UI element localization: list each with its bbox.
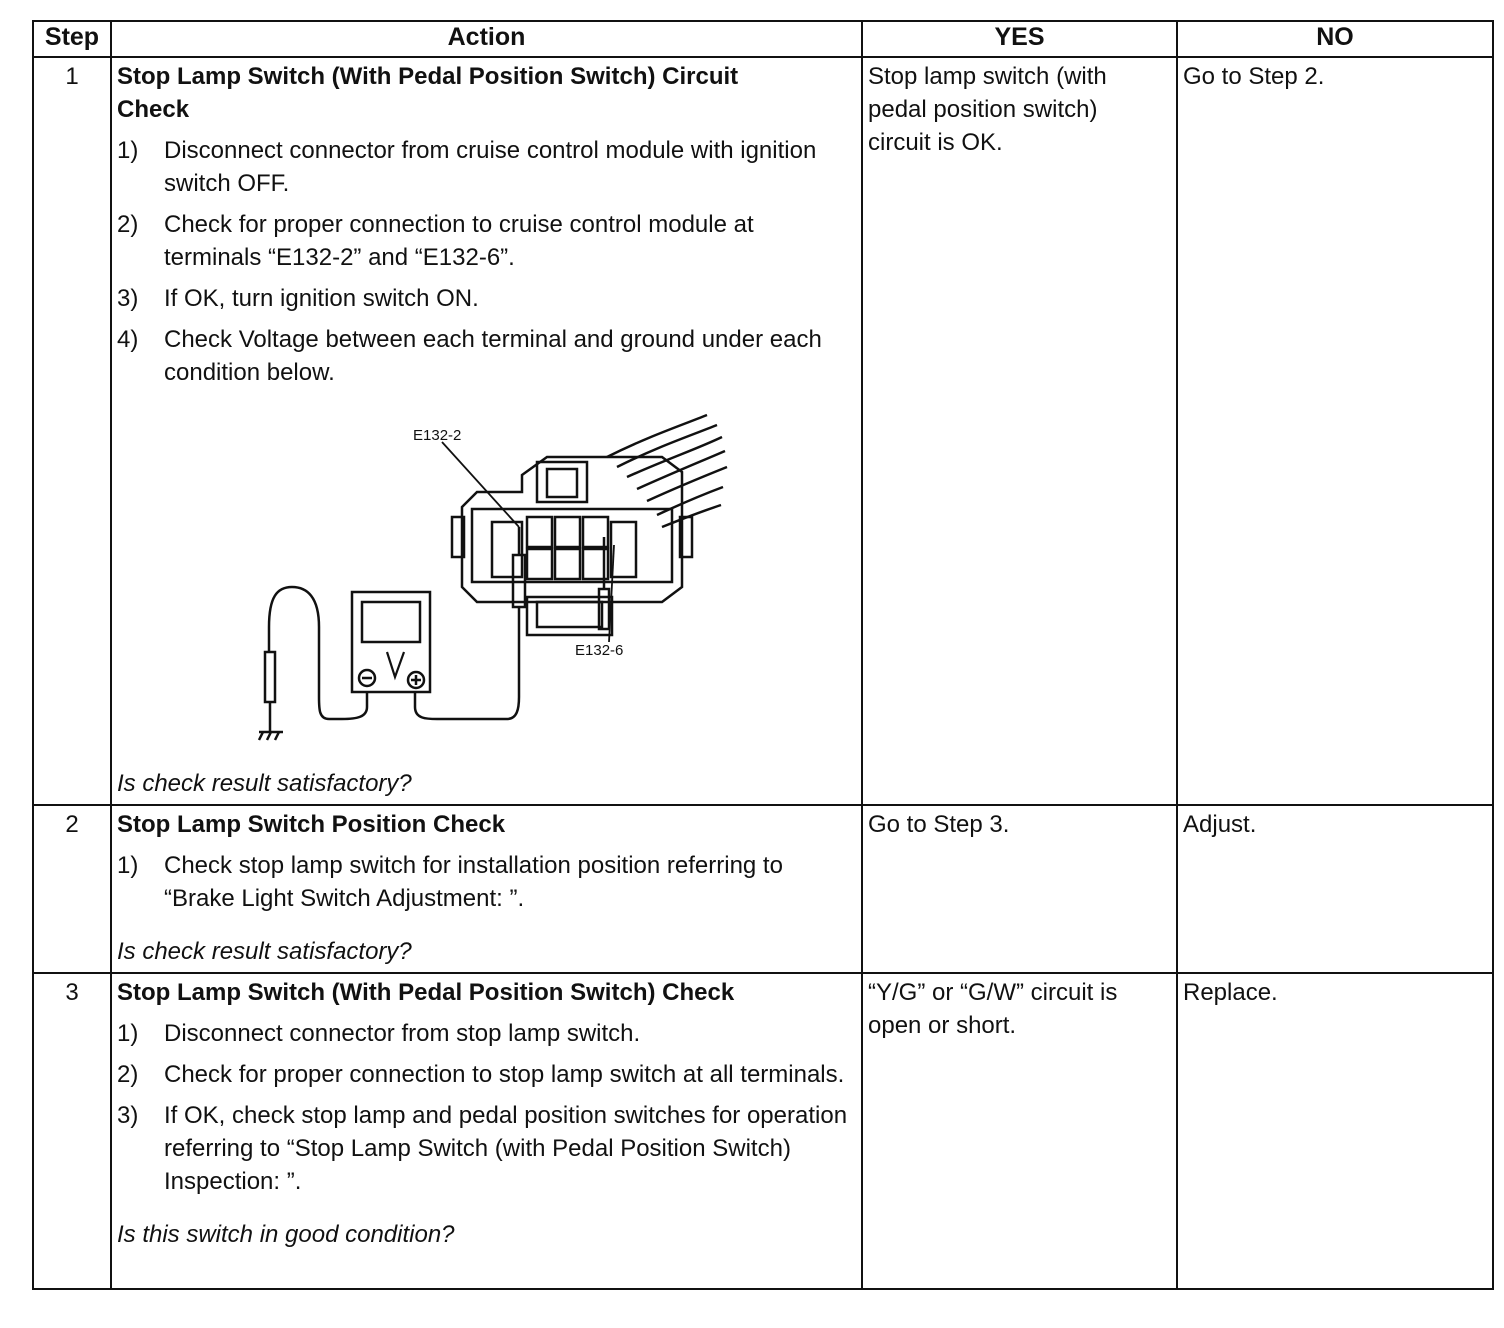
no-cell: Replace. — [1177, 973, 1493, 1289]
terminal-label-e132-2: E132-2 — [413, 427, 462, 444]
list-item: 4) Check Voltage between each terminal and ground under each condition below. — [117, 326, 822, 386]
step-title: Stop Lamp Switch (With Pedal Position Switch) Check — [117, 979, 735, 1006]
step-number: 2 — [33, 805, 111, 973]
header-no: NO — [1177, 21, 1493, 57]
yes-cell: “Y/G” or “G/W” circuit is open or short. — [862, 973, 1177, 1289]
diagnostic-table — [32, 20, 1494, 1290]
action-cell — [111, 973, 862, 1289]
no-cell: Go to Step 2. — [1177, 57, 1493, 805]
step-title: Stop Lamp Switch Position Check — [117, 811, 506, 838]
instruction-list — [117, 849, 856, 915]
header-step: Step — [33, 21, 111, 57]
action-cell — [111, 805, 862, 973]
header-action: Action — [111, 21, 862, 57]
list-item: 1) Check stop lamp switch for installation position referring to “Brake Light Switch Adjustment: ”. — [117, 852, 783, 912]
connector-voltage-diagram — [117, 397, 856, 767]
yes-cell: Go to Step 3. — [862, 805, 1177, 973]
action-cell — [111, 57, 862, 805]
list-item: 2) Check for proper connection to cruise control module at terminals “E132-2” and “E132-6”. — [117, 211, 754, 271]
list-item: 3) If OK, check stop lamp and pedal position switches for operation referring to “Stop Lamp Switch (with Pedal Position Switch) Inspection: ”. — [117, 1102, 848, 1195]
terminal-label-e132-6: E132-6 — [575, 642, 624, 659]
list-item: 3) If OK, turn ignition switch ON. — [117, 285, 479, 312]
check-question: Is check result satisfactory? — [117, 770, 412, 797]
list-item: 1) Disconnect connector from stop lamp switch. — [117, 1020, 641, 1047]
check-question: Is this switch in good condition? — [117, 1221, 455, 1248]
instruction-list — [117, 134, 856, 389]
list-item: 1) Disconnect connector from cruise control module with ignition switch OFF. — [117, 137, 817, 197]
diagram-drawing — [117, 397, 857, 767]
table-row — [33, 973, 1493, 1289]
yes-cell: Stop lamp switch (with pedal position switch) circuit is OK. — [862, 57, 1177, 805]
no-cell: Adjust. — [1177, 805, 1493, 973]
step-number: 3 — [33, 973, 111, 1289]
table-row — [33, 805, 1493, 973]
table-header-row — [33, 21, 1493, 57]
instruction-list — [117, 1017, 856, 1198]
table-row — [33, 57, 1493, 805]
step-number: 1 — [33, 57, 111, 805]
list-item: 2) Check for proper connection to stop lamp switch at all terminals. — [117, 1061, 845, 1088]
step-title: Stop Lamp Switch (With Pedal Position Switch) Circuit Check — [117, 63, 739, 123]
check-question: Is check result satisfactory? — [117, 938, 412, 965]
header-yes: YES — [862, 21, 1177, 57]
